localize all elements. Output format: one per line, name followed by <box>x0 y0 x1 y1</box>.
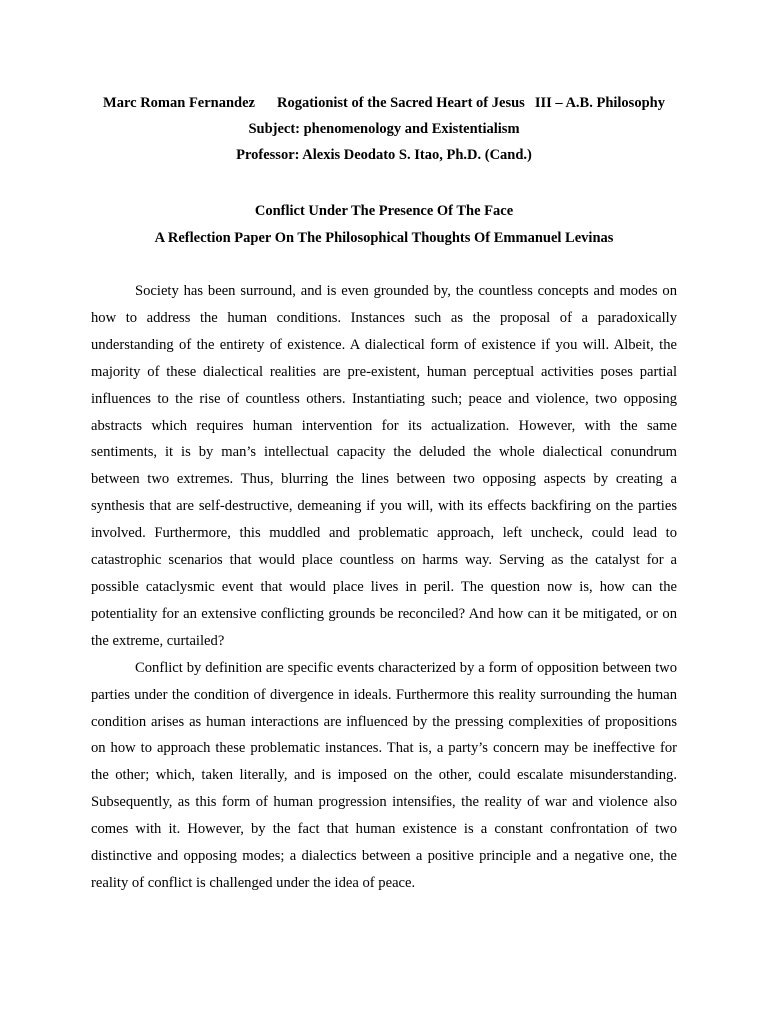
title-block <box>60 198 708 251</box>
body-text <box>91 278 677 897</box>
professor-line: Professor: Alexis Deodato S. Itao, Ph.D. (Cand.) <box>236 147 532 163</box>
paper-title: Conflict Under The Presence Of The Face <box>254 203 514 219</box>
header-block <box>60 90 708 168</box>
subject-line: Subject: phenomenology and Existentialism <box>248 121 520 137</box>
header-author-line <box>60 90 708 116</box>
paper-subtitle: A Reflection Paper On The Philosophical Thoughts Of Emmanuel Levinas <box>154 229 614 246</box>
paragraph-2: Conflict by definition are specific events characterized by a form of opposition between two parties under the condition of divergence in ideals. Furthermore this reality surrounding the human condition arises as human interactions are influenced by the pressing complexities of propositions on how to approach these problematic instances. That is, a party’s concern may be ineffective for the other; which, taken literally, and is imposed on the other, could escalate misunderstanding. Subsequently, as this form of human progression intensifies, the reality of war and violence also comes with it. However, by the fact that human existence is a constant confrontation of two distinctive and opposing modes; a dialectics between a positive principle and a negative one, the reality of conflict is challenged under the idea of peace. <box>91 659 677 891</box>
author-name: Marc Roman Fernandez <box>103 95 255 111</box>
course-name: III – A.B. Philosophy <box>534 95 665 111</box>
paragraph-1: Society has been surround, and is even grounded by, the countless concepts and modes on how to address the human conditions. Instances such as the proposal of a paradoxically understanding of the entirety of existence. A dialectical form of existence if you will. Albeit, the majority of these dialectical realities are pre-existent, human perceptual activities poses partial influences to the rise of countless others. Instantiating such; peace and violence, two opposing abstracts which requires human intervention for its actualization. However, with the same sentiments, it is by man’s intellectual capacity the deluded the whole dialectical conundrum between two extremes. Thus, blurring the lines between two opposing aspects by creating a synthesis that are self-destructive, demeaning if you will, with its effects backfiring on the parties involved. Furthermore, this muddled and problematic approach, left uncheck, could lead to catastrophic scenarios that would place countless on harms way. Serving as the catalyst for a possible cataclysmic event that would place lives in peril. The question now is, how can the potentiality for an extensive conflicting grounds be reconciled? And how can it be mitigated, or on the extreme, curtailed? <box>91 283 677 649</box>
institution-name: Rogationist of the Sacred Heart of Jesus <box>276 95 525 111</box>
